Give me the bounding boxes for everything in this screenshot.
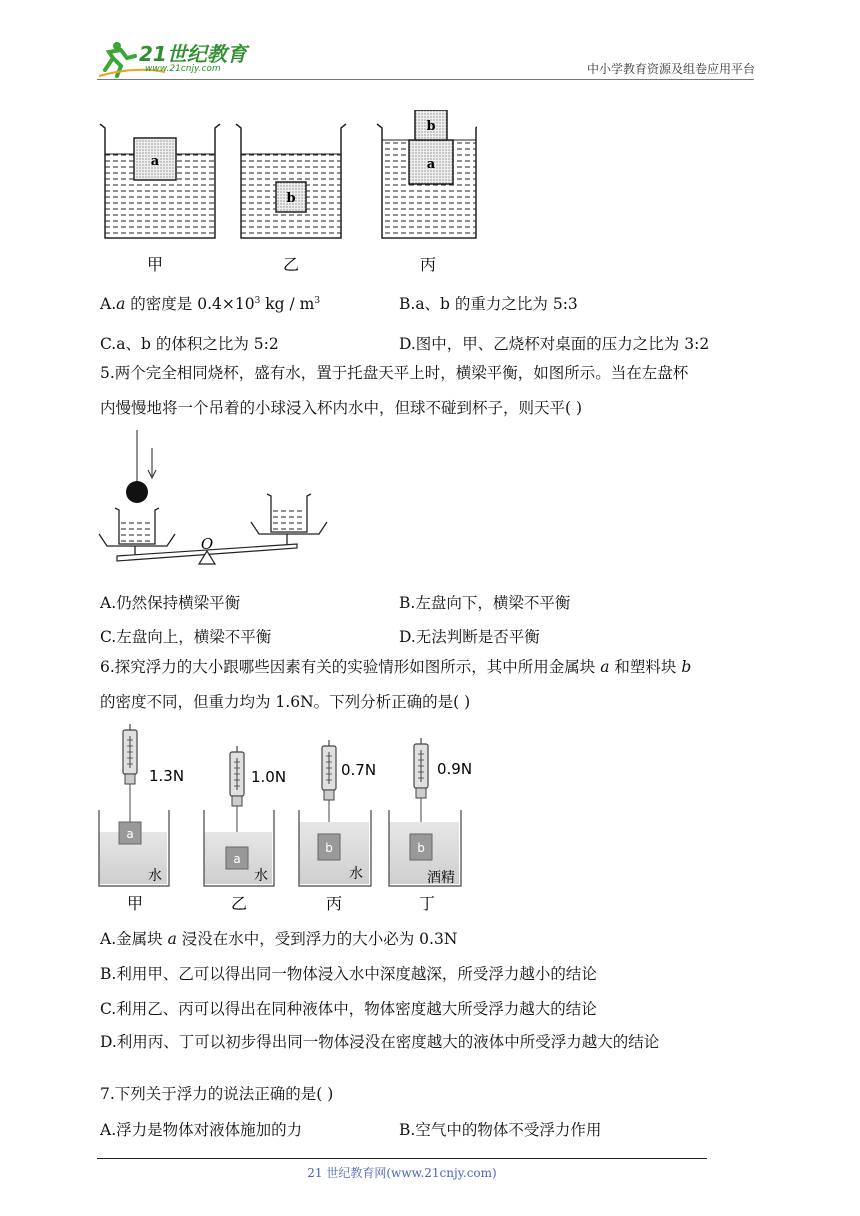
q5-option-c: C.左盘向上，横梁不平衡: [100, 628, 272, 646]
svg-text:酒精: 酒精: [427, 870, 455, 886]
logo-url: www.21cnjy.com: [145, 64, 221, 74]
q6-stem-line2: 的密度不同，但重力均为 1.6N。下列分析正确的是( ): [100, 693, 471, 711]
svg-text:a: a: [426, 157, 436, 172]
setup-ding: [389, 738, 472, 886]
logo-text: 21世纪教育: [139, 42, 247, 66]
footer-divider: [97, 1158, 707, 1159]
q4-option-a: A.a 的密度是 $0.4\times 10^3$ kg / $m^3$: [100, 295, 321, 313]
svg-text:b: b: [417, 841, 425, 855]
svg-text:a: a: [233, 852, 241, 866]
balance-figure: [97, 430, 337, 578]
svg-text:甲: 甲: [126, 894, 144, 913]
svg-text:b: b: [286, 191, 296, 206]
q6-option-d: D.利用丙、丁可以初步得出同一物体浸没在密度越大的液体中所受浮力越大的结论: [100, 1033, 660, 1051]
beaker-bing: [377, 110, 477, 238]
q6-option-c: C.利用乙、丙可以得出在同种液体中，物体密度越大所受浮力越大的结论: [100, 1000, 597, 1018]
svg-text:丁: 丁: [418, 894, 436, 913]
q7-option-a: A.浮力是物体对液体施加的力: [100, 1121, 303, 1139]
header-divider: [97, 79, 754, 80]
setup-yi: [204, 746, 286, 886]
header-platform-text: 中小学教育资源及组卷应用平台: [586, 62, 755, 76]
beakers-figure: [97, 110, 477, 280]
site-logo: [95, 36, 265, 80]
spring-scale-figure: [97, 722, 477, 917]
reading-jia: 1.3N: [149, 767, 185, 785]
ball: [126, 481, 148, 503]
q5-option-a: A.仍然保持横梁平衡: [100, 594, 241, 612]
q5-option-b: B.左盘向下，横梁不平衡: [399, 594, 571, 612]
q6-stem-line1: 6.探究浮力的大小跟哪些因素有关的实验情形如图所示，其中所用金属块 a 和塑料块 b: [100, 658, 692, 676]
reading-ding: 0.9N: [437, 760, 473, 778]
svg-text:b: b: [426, 119, 436, 134]
beaker-jia: [100, 124, 220, 238]
svg-text:水: 水: [349, 866, 363, 882]
svg-text:水: 水: [254, 868, 268, 884]
q7-option-b: B.空气中的物体不受浮力作用: [399, 1121, 602, 1139]
q6-option-b: B.利用甲、乙可以得出同一物体浸入水中深度越深，所受浮力越小的结论: [100, 965, 597, 983]
svg-text:a: a: [126, 827, 134, 841]
setup-bing: [299, 740, 376, 886]
setup-jia: [99, 724, 184, 886]
q5-option-d: D.无法判断是否平衡: [399, 628, 540, 646]
q4-option-c: C.a、b 的体积之比为 5:2: [100, 335, 279, 353]
svg-text:丙: 丙: [325, 894, 343, 913]
svg-text:b: b: [325, 841, 333, 855]
footer-link[interactable]: 21 世纪教育网(www.21cnjy.com): [307, 1166, 497, 1180]
reading-yi: 1.0N: [251, 768, 287, 786]
svg-text:a: a: [150, 154, 160, 169]
reading-bing: 0.7N: [341, 761, 377, 779]
beaker-yi: [236, 124, 346, 238]
pivot-label: O: [200, 535, 214, 553]
svg-text:水: 水: [148, 868, 162, 884]
q4-option-d: D.图中，甲、乙烧杯对桌面的压力之比为 3:2: [399, 335, 710, 353]
q4-option-b: B.a、b 的重力之比为 5:3: [399, 295, 578, 313]
q6-option-a: A.金属块 a 浸没在水中，受到浮力的大小必为 0.3N: [100, 930, 458, 948]
fig1-label-yi: 乙: [282, 255, 300, 274]
fig1-label-bing: 丙: [419, 255, 437, 274]
q5-stem-line1: 5.两个完全相同烧杯，盛有水，置于托盘天平上时，横梁平衡，如图所示。当在左盘杯: [100, 364, 689, 382]
q5-stem-line2: 内慢慢地将一个吊着的小球浸入杯内水中，但球不碰到杯子，则天平( ): [100, 399, 583, 417]
svg-text:乙: 乙: [230, 894, 248, 913]
q7-stem: 7.下列关于浮力的说法正确的是( ): [100, 1085, 334, 1103]
fig1-label-jia: 甲: [146, 255, 164, 274]
